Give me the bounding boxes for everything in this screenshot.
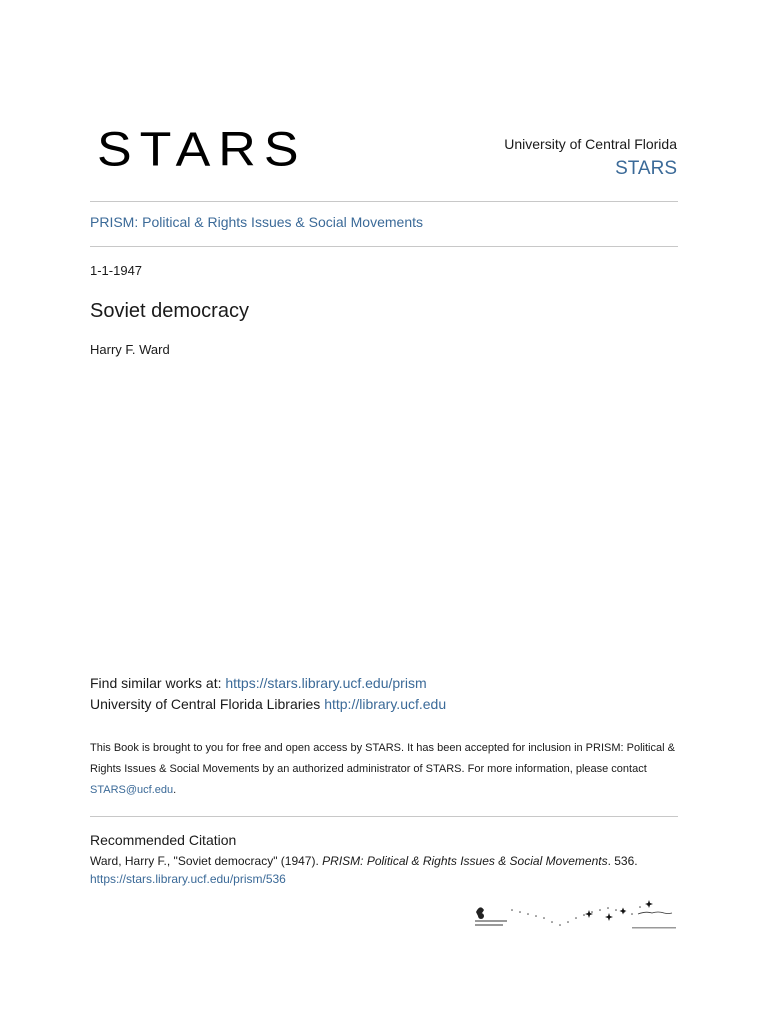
collection-link[interactable]: PRISM: Political & Rights Issues & Social Movements — [90, 214, 424, 230]
access-notice — [90, 738, 682, 801]
divider-mid — [90, 246, 678, 247]
publication-date: 1-1-1947 — [90, 263, 143, 278]
ucf-stars-footer-logo-icon — [472, 898, 678, 934]
divider-top — [90, 201, 678, 202]
citation-series: PRISM: Political & Rights Issues & Social Movements — [322, 854, 608, 868]
libraries-label: University of Central Florida Libraries — [90, 696, 325, 712]
notice-end: . — [173, 784, 177, 796]
university-name: University of Central Florida — [504, 136, 677, 152]
stars-link[interactable]: STARS — [615, 158, 677, 179]
stars-logo: STARS — [97, 123, 307, 177]
prism-collection-url[interactable]: https://stars.library.ucf.edu/prism — [225, 675, 427, 691]
citation-url[interactable]: https://stars.library.ucf.edu/prism/536 — [90, 872, 286, 886]
similar-works — [90, 673, 446, 715]
citation-suffix: . 536. — [607, 854, 638, 868]
notice-text: This Book is brought to you for free and open access by STARS. It has been accepted for inclusion in PRISM: Political & Rights Issues & Social Movements by an authorized administrator of STARS. For more information, please contact — [90, 742, 675, 775]
library-url[interactable]: http://library.ucf.edu — [324, 696, 447, 712]
contact-email[interactable]: STARS@ucf.edu — [90, 784, 174, 796]
citation-heading: Recommended Citation — [90, 832, 237, 848]
author-name: Harry F. Ward — [90, 342, 170, 357]
document-title: Soviet democracy — [90, 300, 249, 322]
similar-label: Find similar works at: — [90, 675, 226, 691]
divider-bottom — [90, 816, 678, 817]
citation-text — [90, 852, 690, 888]
citation-prefix: Ward, Harry F., "Soviet democracy" (1947). — [90, 854, 323, 868]
